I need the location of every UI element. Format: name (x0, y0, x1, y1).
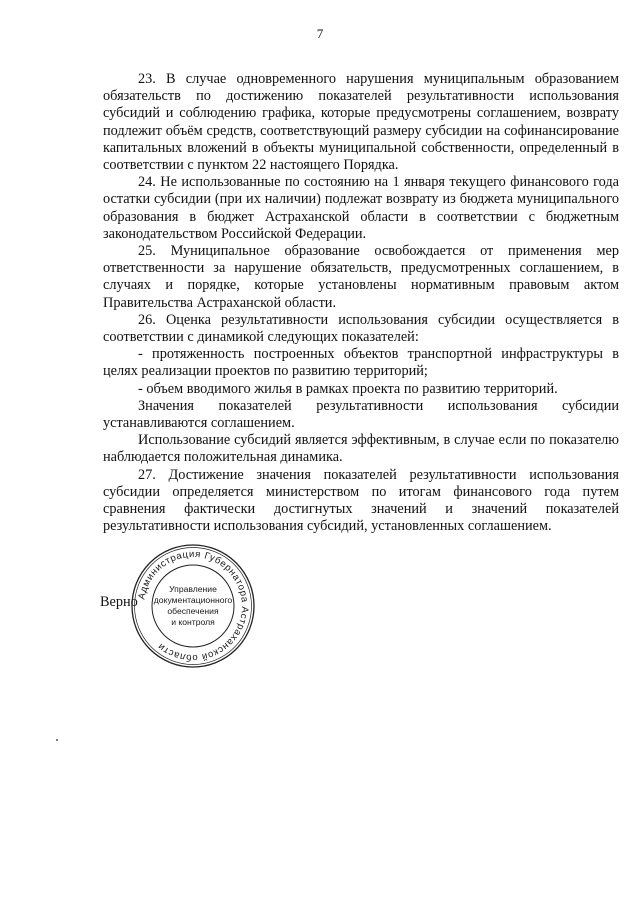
certification-label: Верно (100, 594, 138, 610)
indicator-item-1: - протяженность построенных объектов транспортной инфраструктуры в целях реализации проектов по развитию территорий; (103, 346, 619, 380)
paragraph-27: 27. Достижение значения показателей результативности использования субсидии определяется министерством по итогам финансового года путем сравнения фактически достигнутых значений и значений показателей результативности использования субсидий, установленных соглашением. (103, 466, 619, 535)
stamp-ring-text: Администрация Губернатора Астраханской области (136, 548, 251, 664)
stamp-line-2: документационного (153, 595, 233, 605)
indicator-item-2: - объем вводимого жилья в рамках проекта по развитию территорий. (138, 380, 558, 397)
stamp-line-1: Управление (169, 584, 217, 594)
paragraph-23: 23. В случае одновременного нарушения муниципальным образованием обязательств по достижению показателей результативности использования субсидий и соблюдению графика, которые предусмотрены соглашением, возврату подлежит объём средств, соответствующий размеру субсидии на софинансирование капитальных вложений в объекты муниципальной собственности, определенный в соответствии с пунктом 22 настоящего Порядка. (103, 71, 619, 174)
stamp-line-4: и контроля (171, 617, 215, 627)
paragraph-24: 24. Не использованные по состоянию на 1 января текущего финансового года остатки субсидии (при их наличии) подлежат возврату из бюджета муниципального образования в бюджет Астраханской области в соответствии с бюджетным законодательством Российской Федерации. (103, 174, 619, 242)
paragraph-values: Значения показателей результативности использования субсидии устанавливаются соглашением. (103, 397, 619, 432)
paragraph-26: 26. Оценка результативности использования субсидии осуществляется в соответствии с динамикой следующих показателей: (103, 311, 619, 346)
stamp-line-3: обеспечения (167, 606, 219, 616)
paragraph-25: 25. Муниципальное образование освобождается от применения мер ответственности за нарушение обязательств, предусмотренных соглашением, в случаях и порядке, которые установлены нормативным правовым актом Правительства Астраханской области. (103, 243, 619, 311)
scan-speck (56, 739, 58, 741)
official-stamp (130, 543, 256, 669)
stamp-inner-text (130, 543, 256, 669)
document-body (103, 71, 619, 535)
paragraph-efficiency: Использование субсидий является эффективным, в случае если по показателю наблюдается положительная динамика. (103, 432, 619, 466)
page-number: 7 (316, 26, 324, 41)
